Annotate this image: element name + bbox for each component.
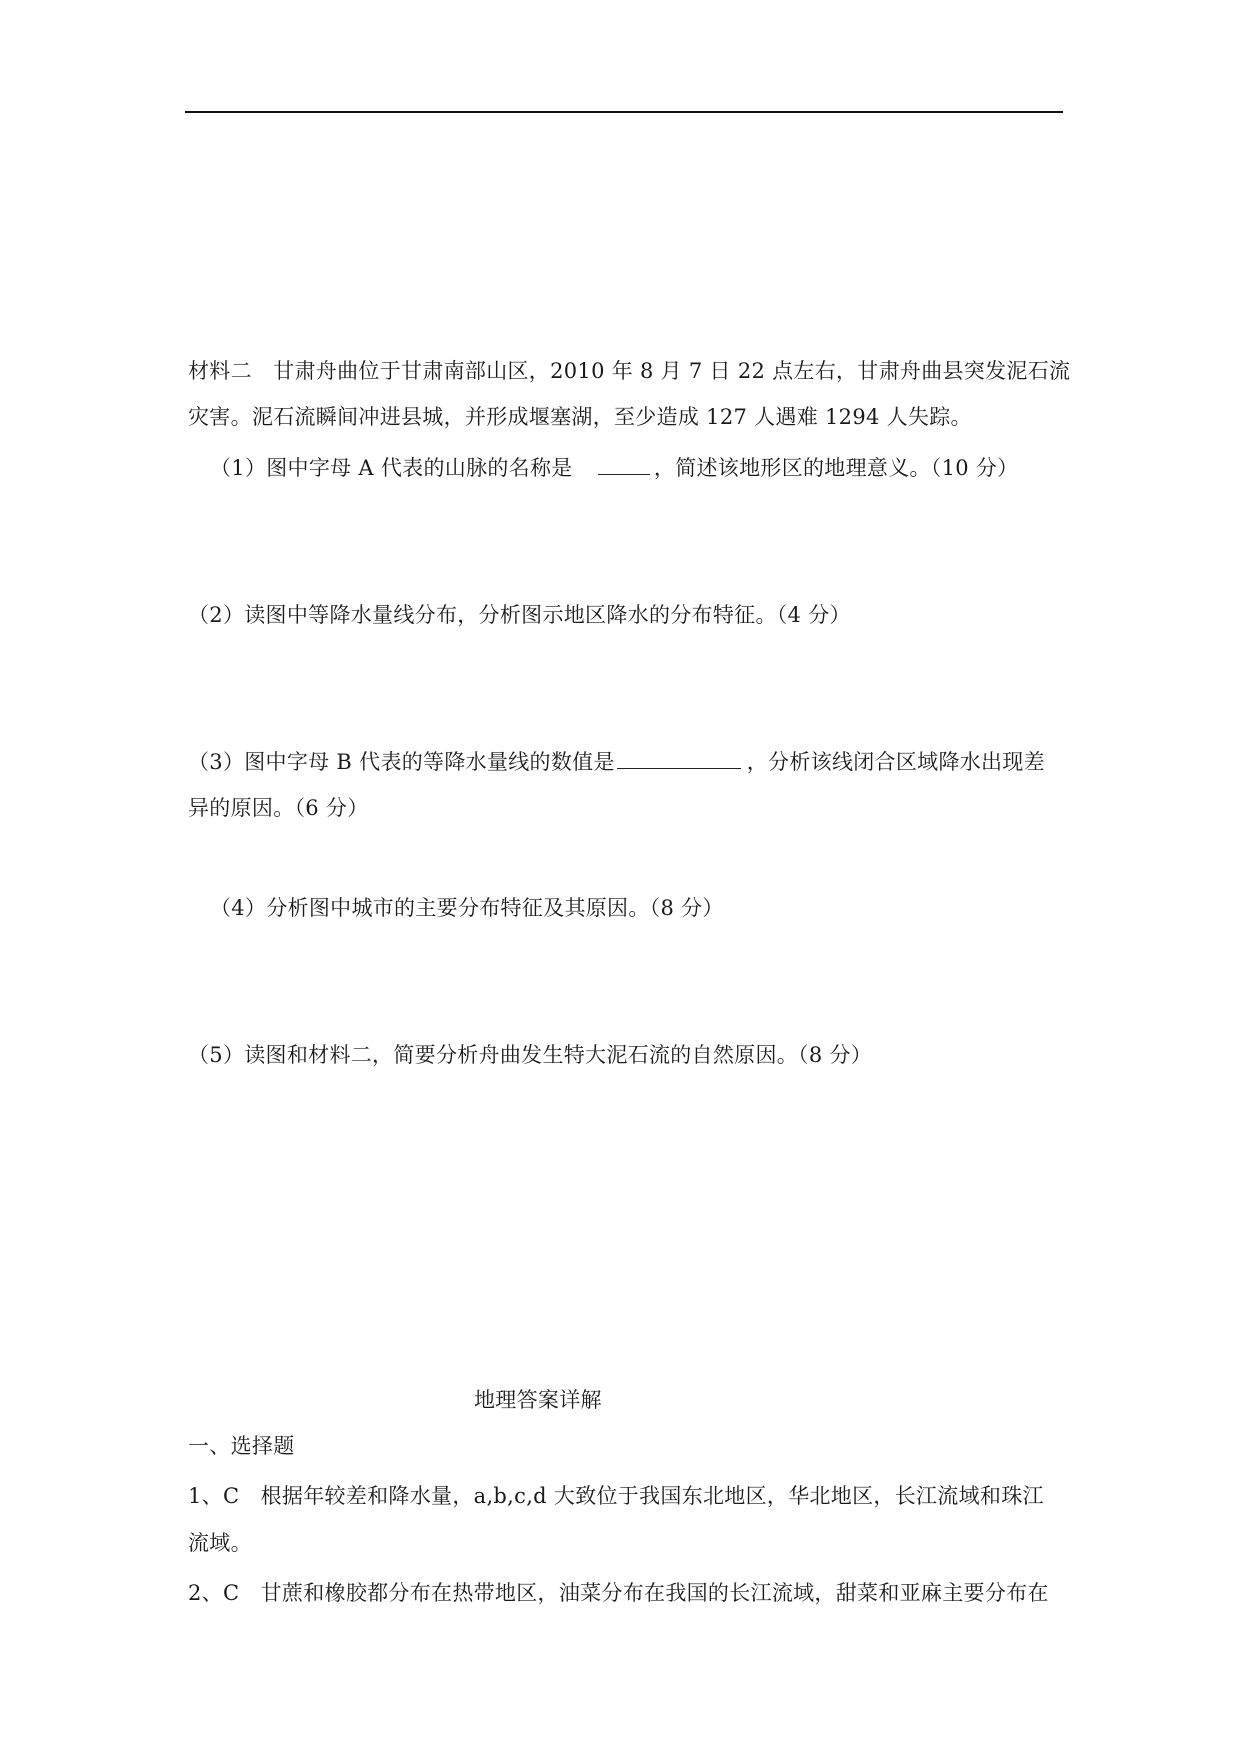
answer-blank-1[interactable] <box>598 454 650 475</box>
answers-section-heading: 一、选择题 <box>188 1434 295 1458</box>
answer-1-line1: 1、C 根据年较差和降水量，a,b,c,d 大致位于我国东北地区，华北地区，长江流域和珠江 <box>188 1484 1044 1508</box>
question-3-line2: 异的原因。（6 分） <box>188 796 369 820</box>
question-3 <box>188 748 1045 776</box>
question-1 <box>210 454 1019 482</box>
answer-2-line1: 2、C 甘蔗和橡胶都分布在热带地区，油菜分布在我国的长江流域，甜菜和亚麻主要分布在 <box>188 1581 1049 1605</box>
question-3-text-rest: ，分析该线闭合区域降水出现差 <box>746 750 1045 774</box>
question-1-text-rest: ，简述该地形区的地理意义。（10 分） <box>653 456 1019 480</box>
header-rule <box>185 111 1063 113</box>
answer-blank-3[interactable] <box>617 748 741 769</box>
question-4: （4）分析图中城市的主要分布特征及其原因。（8 分） <box>210 896 724 920</box>
answer-1-line2: 流域。 <box>188 1531 252 1555</box>
question-2: （2）读图中等降水量线分布，分析图示地区降水的分布特征。（4 分） <box>188 603 851 627</box>
material2-line2: 灾害。泥石流瞬间冲进县城，并形成堰塞湖，至少造成 127 人遇难 1294 人失踪。 <box>188 405 972 429</box>
question-3-text: （3）图中字母 B 代表的等降水量线的数值是 <box>188 750 615 774</box>
answers-title: 地理答案详解 <box>474 1388 602 1412</box>
material2-line1: 材料二 甘肃舟曲位于甘肃南部山区，2010 年 8 月 7 日 22 点左右，甘肃舟曲县突发泥石流 <box>188 359 1071 383</box>
question-5: （5）读图和材料二，简要分析舟曲发生特大泥石流的自然原因。（8 分） <box>188 1043 873 1067</box>
question-1-text: （1）图中字母 A 代表的山脉的名称是 <box>210 456 594 480</box>
